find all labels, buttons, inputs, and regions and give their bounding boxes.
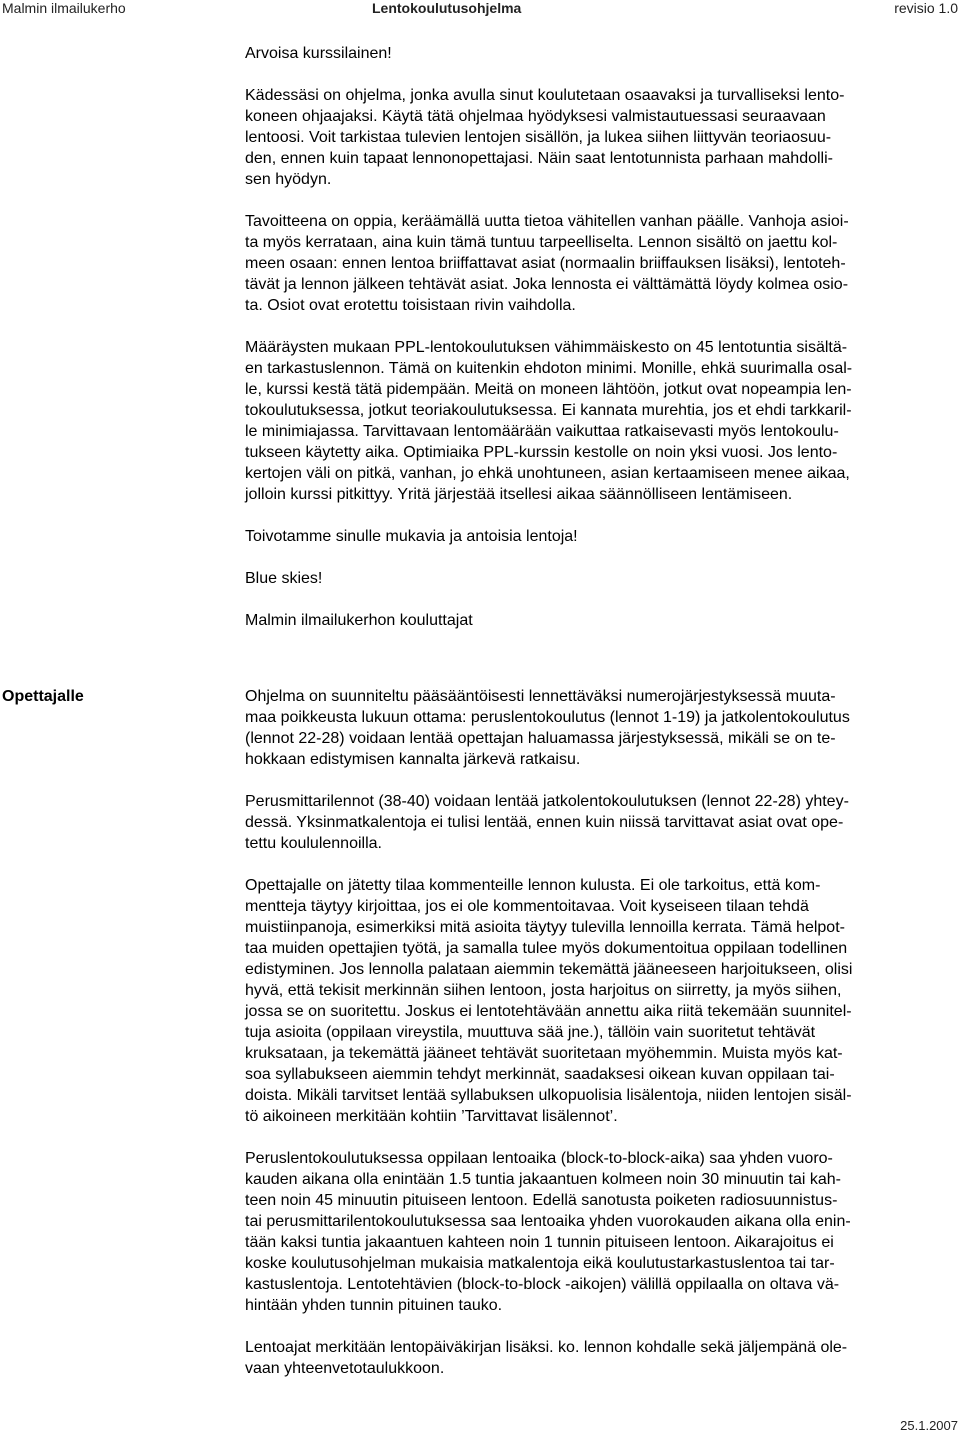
section-paragraph: Peruslentokoulutuksessa oppilaan lentoaika (block-to-block-aika) saa yhden vuoro- kauden aikana olla enintään 1.5 tuntia jakaantuen kolmeen noin 30 minuutin tai kah- teen noin 45 minuutin pituiseen lentoon. Edellä sanotusta poiketen radiosuunnistus- tai perusmittarilentokoulutuksessa saa lentoaika yhden vuorokauden aikana olla enin- tään kaksi tuntia jakaantuen kahteen noin 1 tunnin pituiseen lentoon. Aikarajoitus ei koske koulutusohjelman mukaisia matkalentoja eikä koulutustarkastuslentoa tai tar- kastuslentoja. Lentotehtävien (block-to-block -aikojen) välillä oppilaalla on oltava vä- hintään yhden tunnin pituinen tauko.	[245, 1150, 851, 1314]
footer-date: 25.1.2007	[900, 1418, 958, 1433]
teacher-section-body	[245, 686, 950, 1400]
header-revision: revisio 1.0	[894, 0, 958, 16]
section-paragraph: Perusmittarilennot (38-40) voidaan lentää jatkolentokoulutuksen (lennot 22-28) yhtey- dessä. Yksinmatkalentoja ei tulisi lentää, ennen kuin niissä tarvittavat asiat ovat ope- tettu koululennoilla.	[245, 793, 849, 852]
page-header	[0, 0, 960, 16]
closing-salutation: Blue skies!	[245, 570, 323, 587]
closing-wish: Toivotamme sinulle mukavia ja antoisia lentoja!	[245, 528, 578, 545]
signature-line: Malmin ilmailukerhon kouluttajat	[245, 612, 473, 629]
section-paragraph: Ohjelma on suunniteltu pääsääntöisesti lennettäväksi numerojärjestyksessä muuta- maa poikkeusta lukuun ottama: peruslentokoulutus (lennot 1-19) ja jatkolentokoulutus (lennot 22-28) voidaan lentää opettajan haluamassa järjestyksessä, mikäli se on te- hokkaan edistymisen kannalta järkevä ratkaisu.	[245, 688, 850, 768]
greeting: Arvoisa kurssilainen!	[245, 45, 392, 62]
intro-paragraph: Tavoitteena on oppia, keräämällä uutta tietoa vähitellen vanhan päälle. Vanhoja asioi- ta myös kerrataan, aina kuin tämä tuntuu tarpeelliselta. Lennon sisältö on jaettu kol- meen osaan: ennen lentoa briiffattavat asiat (normaalin briiffauksen lisäksi), lentoteh- tävät ja lennon jälkeen tehtävät asiat. Joka lennosta ei välttämättä löydy kolmea osio- ta. Osiot ovat erotettu toisistaan rivin vaihdolla.	[245, 213, 849, 314]
header-document-title: Lentokoulutusohjelma	[372, 0, 522, 16]
section-paragraph: Opettajalle on jätetty tilaa kommenteille lennon kulusta. Ei ole tarkoitus, että kom- mentteja täytyy kirjoittaa, jos ei ole kommentoitavaa. Voit kyseiseen tilaan tehdä muistiinpanoja, esimerkiksi mitä asioita täytyy tulevilla lennoilla kerrata. Tämä helpot- taa muiden opettajien työtä, ja samalla tulee myös dokumentoitua oppilaan todellinen edistyminen. Jos lennolla palataan aiemmin tekemättä jääneeseen harjoitukseen, olisi hyvä, että tekisit merkinnän siihen lentoon, josta harjoitus on siirretty, ja myös siihen, jossa se on suoritettu. Joskus ei lentotehtävään annettu aika riitä tekemään suunnitel- tuja asioita (oppilaan vireystila, muuttuva sää jne.), tällöin vain suoritetut tehtävät kruksataan, ja tekemättä jääneet tehtävät suoritetaan myöhemmin. Muista myös kat- soa syllabukseen aiemmin tehdyt merkinnät, saadaksesi oikean kuvan oppilaan tai- doista. Mikäli tarvitset lentää syllabuksen ulkopuolisia lisälentoja, niiden lentojen sisäl- tö aikoineen merkitään kohtiin ’Tarvittavat lisälennot’.	[245, 877, 853, 1125]
section-heading-teacher: Opettajalle	[2, 688, 84, 705]
header-organization: Malmin ilmailukerho	[2, 0, 126, 16]
intro-letter	[245, 43, 950, 652]
intro-paragraph: Määräysten mukaan PPL-lentokoulutuksen vähimmäiskesto on 45 lentotuntia sisältä- en tarkastuslennon. Tämä on kuitenkin ehdoton minimi. Monille, ehkä suurimalla osal- le, kurssi kestä tätä pidempään. Meitä on moneen lähtöön, jotkut ovat nopeampia len- tokoulutuksessa, jotkut teoriakoulutuksessa. Ei kannata murehtia, jos et ehdi tarkkaril- le minimiajassa. Tarvittavaan lentomäärään vaikuttaa ratkaisevasti myös lentokoulu- tukseen käytetty aika. Optimiaika PPL-kurssin kestolle on noin yksi vuosi. Jos lento- kertojen väli on pitkä, vanhan, jo ehkä unohtuneen, asian kertaamiseen menee aikaa, jolloin kurssi pitkittyy. Yritä järjestää itsellesi aikaa säännölliseen lentämiseen.	[245, 339, 853, 503]
section-paragraph: Lentoajat merkitään lentopäiväkirjan lisäksi. ko. lennon kohdalle sekä jäljempänä ole- vaan yhteenvetotaulukkoon.	[245, 1339, 848, 1377]
intro-paragraph: Kädessäsi on ohjelma, jonka avulla sinut koulutetaan osaavaksi ja turvalliseksi lento- koneen ohjaajaksi. Käytä tätä ohjelmaa hyödyksesi valmistautuessasi seuraavaan lentoosi. Voit tarkistaa tulevien lentojen sisällön, ja lukea siihen liittyvän teoriaosuu- den, ennen kuin tapaat lennonopettajasi. Näin saat lentotunnista parhaan mahdolli- sen hyödyn.	[245, 87, 845, 188]
